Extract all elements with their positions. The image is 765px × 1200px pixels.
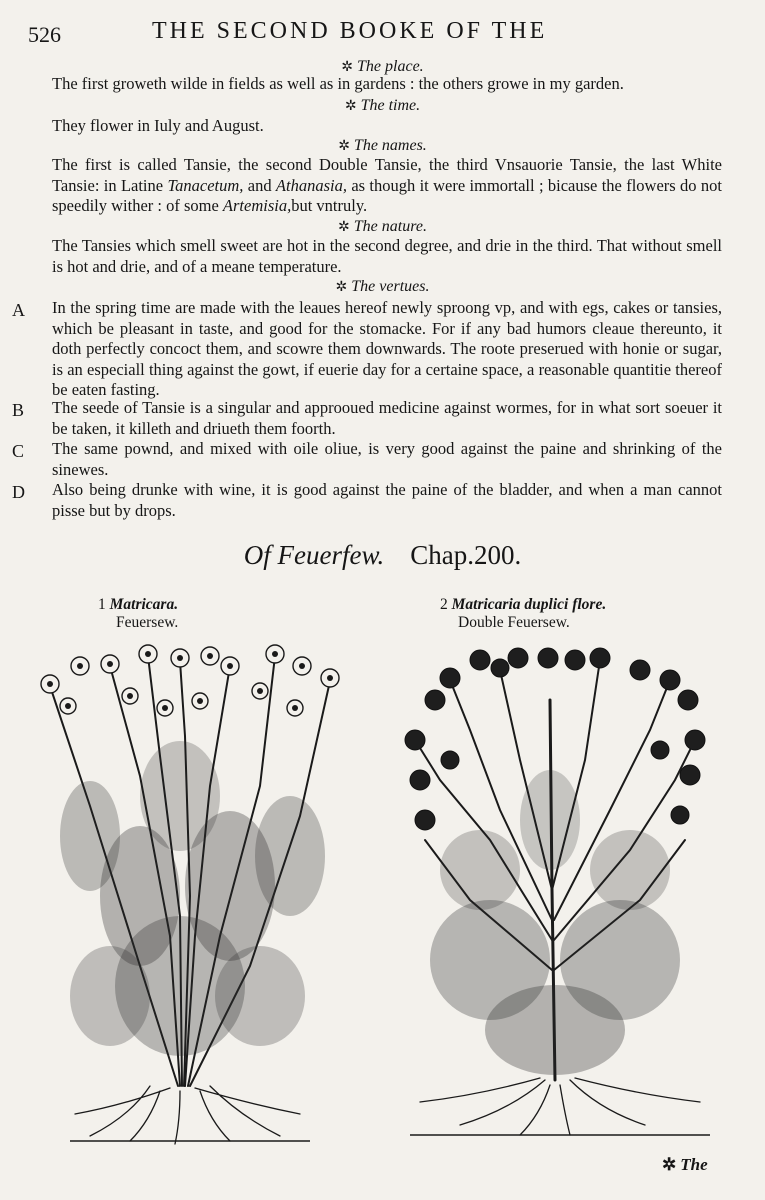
asterism-icon: ✲: [338, 220, 350, 235]
figure-2-caption: [440, 596, 606, 632]
running-title: THE SECOND BOOKE OF THE: [152, 18, 548, 44]
time-text: They flower in Iuly and August.: [52, 116, 264, 135]
asterism-icon: ✲: [341, 60, 354, 75]
nature-text: The Tansies which smell sweet are hot in the second degree, and drie in the third. That without smell is hot and drie, and of a meane temperature.: [52, 236, 722, 276]
asterism-icon: ✲: [338, 139, 350, 154]
figure-1-latin: Matricara.: [109, 596, 179, 613]
heading-time: ✲ The time.: [344, 97, 421, 114]
place-text: The first groweth wilde in fields as well as in gardens : the others growe in my garden.: [52, 74, 624, 93]
margin-letter-c: C: [12, 441, 25, 461]
figure-1-caption: [98, 596, 178, 632]
asterism-icon: ✲: [335, 280, 348, 295]
catchword: ✲ The: [662, 1155, 708, 1174]
heading-nature: ✲ The nature.: [338, 218, 427, 235]
figure-2-woodcut: [400, 640, 720, 1140]
page-header: [0, 18, 765, 52]
margin-letter-a: A: [12, 300, 25, 320]
figure-2-latin: Matricaria duplici flore.: [451, 596, 607, 613]
figure-2-number: 2: [440, 596, 448, 613]
figure-2-english: Double Feuersew.: [458, 614, 570, 631]
figure-1-english: Feuersew.: [116, 614, 179, 631]
vertue-a-text: In the spring time are made with the leaues hereof newly sproong vp, and with egs, cakes or tansies, which be pleasant in taste, and good for the stomacke. For if any bad humors cleaue thereunto, it doth perfectly concoct them, and scowre them downwards. The roote preserued with honie or sugar, is an especiall thing against the gowt, if euerie day for a certaine space, a reasonable quantitie thereof be eaten fasting.: [52, 298, 722, 399]
chapter-number: Chap.200.: [410, 540, 522, 570]
heading-vertues: ✲ The vertues.: [335, 278, 430, 295]
figure-1-woodcut: [30, 636, 350, 1146]
heading-place: ✲ The place.: [341, 58, 424, 75]
chapter-heading: [0, 540, 765, 571]
names-text: The first is called Tansie, the second Double Tansie, the third Vnsauorie Tansie, the last White Tansie: in Latine Tanacetum, and Athanasia, as though it were immortall ; bicause the flowers do not speedily wither : of some Artemisia,but vntruly.: [52, 155, 722, 215]
page-number: 526: [28, 22, 61, 47]
heading-names: ✲ The names.: [338, 137, 427, 154]
chapter-title: Of Feuerfew.: [243, 540, 385, 570]
vertue-b-text: The seede of Tansie is a singular and approoued medicine against wormes, for in what sort soeuer it be taken, it killeth and driueth them foorth.: [52, 398, 722, 438]
margin-letter-b: B: [12, 400, 25, 420]
vertue-d-text: Also being drunke with wine, it is good against the paine of the bladder, and when a man cannot pisse but by drops.: [52, 480, 722, 520]
asterism-icon: ✲: [344, 99, 357, 114]
figure-1-number: 1: [98, 596, 106, 613]
vertue-c-text: The same pownd, and mixed with oile oliue, is very good against the paine and shrinking of the sinewes.: [52, 439, 722, 479]
margin-letter-d: D: [12, 482, 25, 502]
asterism-icon: ✲: [662, 1155, 677, 1174]
